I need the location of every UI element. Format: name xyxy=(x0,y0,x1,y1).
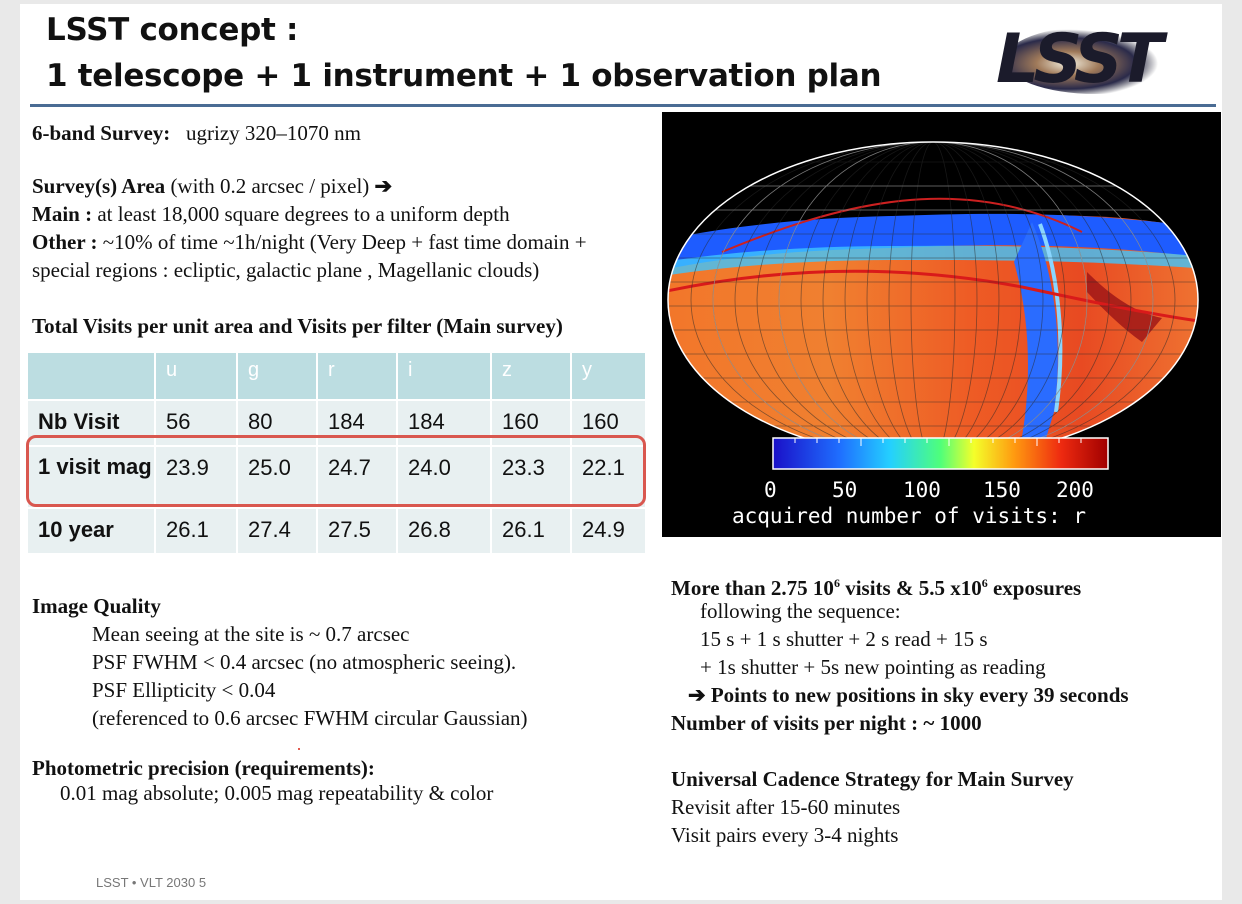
image-quality-line: Mean seeing at the site is ~ 0.7 arcsec xyxy=(92,622,410,646)
stray-dot xyxy=(298,748,300,750)
bands-value: ugrizy 320–1070 nm xyxy=(186,121,362,145)
table-cell: 160 xyxy=(491,400,571,446)
exposures-line: 15 s + 1 s shutter + 2 s read + 15 s xyxy=(700,627,988,651)
table-cell: 56 xyxy=(155,400,237,446)
table-header-cell: z xyxy=(491,353,571,400)
table-cell: 26.1 xyxy=(491,508,571,554)
table-header-cell: i xyxy=(397,353,491,400)
logo-text: LSST xyxy=(996,20,1158,99)
table-header-cell: r xyxy=(317,353,397,400)
slide-footer: LSST • VLT 2030 5 xyxy=(96,875,207,890)
row-label: 10 year xyxy=(28,508,155,554)
table-cell: 184 xyxy=(397,400,491,446)
cadence-heading: Universal Cadence Strategy for Main Survey xyxy=(671,767,1074,791)
main-line xyxy=(32,200,510,228)
points-line xyxy=(688,681,1129,709)
colorbar-tick: 200 xyxy=(1056,478,1094,502)
colorbar-tick: 50 xyxy=(832,478,858,502)
table-cell: 25.0 xyxy=(237,446,317,508)
other-line xyxy=(32,228,587,256)
table-header-cell: u xyxy=(155,353,237,400)
slide-title-line1: LSST concept : xyxy=(46,12,299,48)
arrow-icon: ➔ xyxy=(374,174,393,198)
lsst-logo xyxy=(990,10,1208,100)
colorbar xyxy=(773,438,1108,469)
sky-map xyxy=(662,112,1221,537)
table-cell: 24.0 xyxy=(397,446,491,508)
slide-title-line2: 1 telescope + 1 instrument + 1 observation plan xyxy=(46,58,882,94)
arrow-icon: ➔ xyxy=(688,683,706,707)
table-cell: 26.1 xyxy=(155,508,237,554)
title-divider xyxy=(30,104,1216,107)
image-quality-line: PSF Ellipticity < 0.04 xyxy=(92,678,276,702)
exposures-heading-part: exposures xyxy=(987,576,1082,600)
other-value: ~10% of time ~1h/night (Very Deep + fast time domain + xyxy=(102,230,587,254)
highlight-box xyxy=(26,435,646,507)
exposures-heading-part: visits & 5.5 x10 xyxy=(839,576,982,600)
bands-line xyxy=(32,119,361,147)
bands-label: 6-band Survey: xyxy=(32,121,171,145)
colorbar-tick: 100 xyxy=(903,478,941,502)
table-cell: 27.4 xyxy=(237,508,317,554)
area-line xyxy=(32,172,392,200)
image-quality-line: PSF FWHM < 0.4 arcsec (no atmospheric seeing). xyxy=(92,650,517,674)
visits-heading: Total Visits per unit area and Visits per filter (Main survey) xyxy=(32,314,563,338)
table-cell: 160 xyxy=(571,400,646,446)
exposures-heading-exp: 6 xyxy=(981,576,988,590)
cadence-line: Revisit after 15-60 minutes xyxy=(671,795,901,819)
slide xyxy=(20,4,1222,900)
table-header-cell xyxy=(28,353,155,400)
main-value: at least 18,000 square degrees to a uniform depth xyxy=(97,202,510,226)
table-header-row xyxy=(28,353,646,400)
exposures-heading-part: More than 2.75 10 xyxy=(671,576,834,600)
points-text: Points to new positions in sky every 39 seconds xyxy=(710,683,1129,707)
table-cell: 22.1 xyxy=(571,446,646,508)
exposures-line: following the sequence: xyxy=(700,599,901,623)
main-label: Main : xyxy=(32,202,93,226)
colorbar-title: acquired number of visits: r xyxy=(732,504,1087,528)
nightly-visits: Number of visits per night : ~ 1000 xyxy=(671,711,982,735)
table-cell: 24.9 xyxy=(571,508,646,554)
table-cell: 26.8 xyxy=(397,508,491,554)
table-cell: 80 xyxy=(237,400,317,446)
area-label: Survey(s) Area xyxy=(32,174,166,198)
row-label: 1 visit mag xyxy=(28,446,155,508)
exposures-heading-exp: 6 xyxy=(833,576,840,590)
cadence-line: Visit pairs every 3-4 nights xyxy=(671,823,899,847)
image-quality-line: (referenced to 0.6 arcsec FWHM circular Gaussian) xyxy=(92,706,528,730)
photometric-value: 0.01 mag absolute; 0.005 mag repeatability & color xyxy=(60,781,494,805)
table-header-cell: y xyxy=(571,353,646,400)
exposures-line: + 1s shutter + 5s new pointing as reading xyxy=(700,655,1046,679)
other-label: Other : xyxy=(32,230,98,254)
special-line: special regions : ecliptic, galactic plane , Magellanic clouds) xyxy=(32,258,540,282)
table-cell: 27.5 xyxy=(317,508,397,554)
sky-map-image xyxy=(662,112,1221,537)
row-label: Nb Visit xyxy=(28,400,155,446)
colorbar-tick: 0 xyxy=(764,478,777,502)
table-cell: 23.9 xyxy=(155,446,237,508)
image-quality-heading: Image Quality xyxy=(32,594,161,618)
table-row xyxy=(28,508,646,554)
photometric-heading: Photometric precision (requirements): xyxy=(32,756,375,780)
colorbar-tick: 150 xyxy=(983,478,1021,502)
table-cell: 24.7 xyxy=(317,446,397,508)
table-cell: 23.3 xyxy=(491,446,571,508)
table-header-cell: g xyxy=(237,353,317,400)
area-value: (with 0.2 arcsec / pixel) xyxy=(170,174,370,198)
table-cell: 184 xyxy=(317,400,397,446)
